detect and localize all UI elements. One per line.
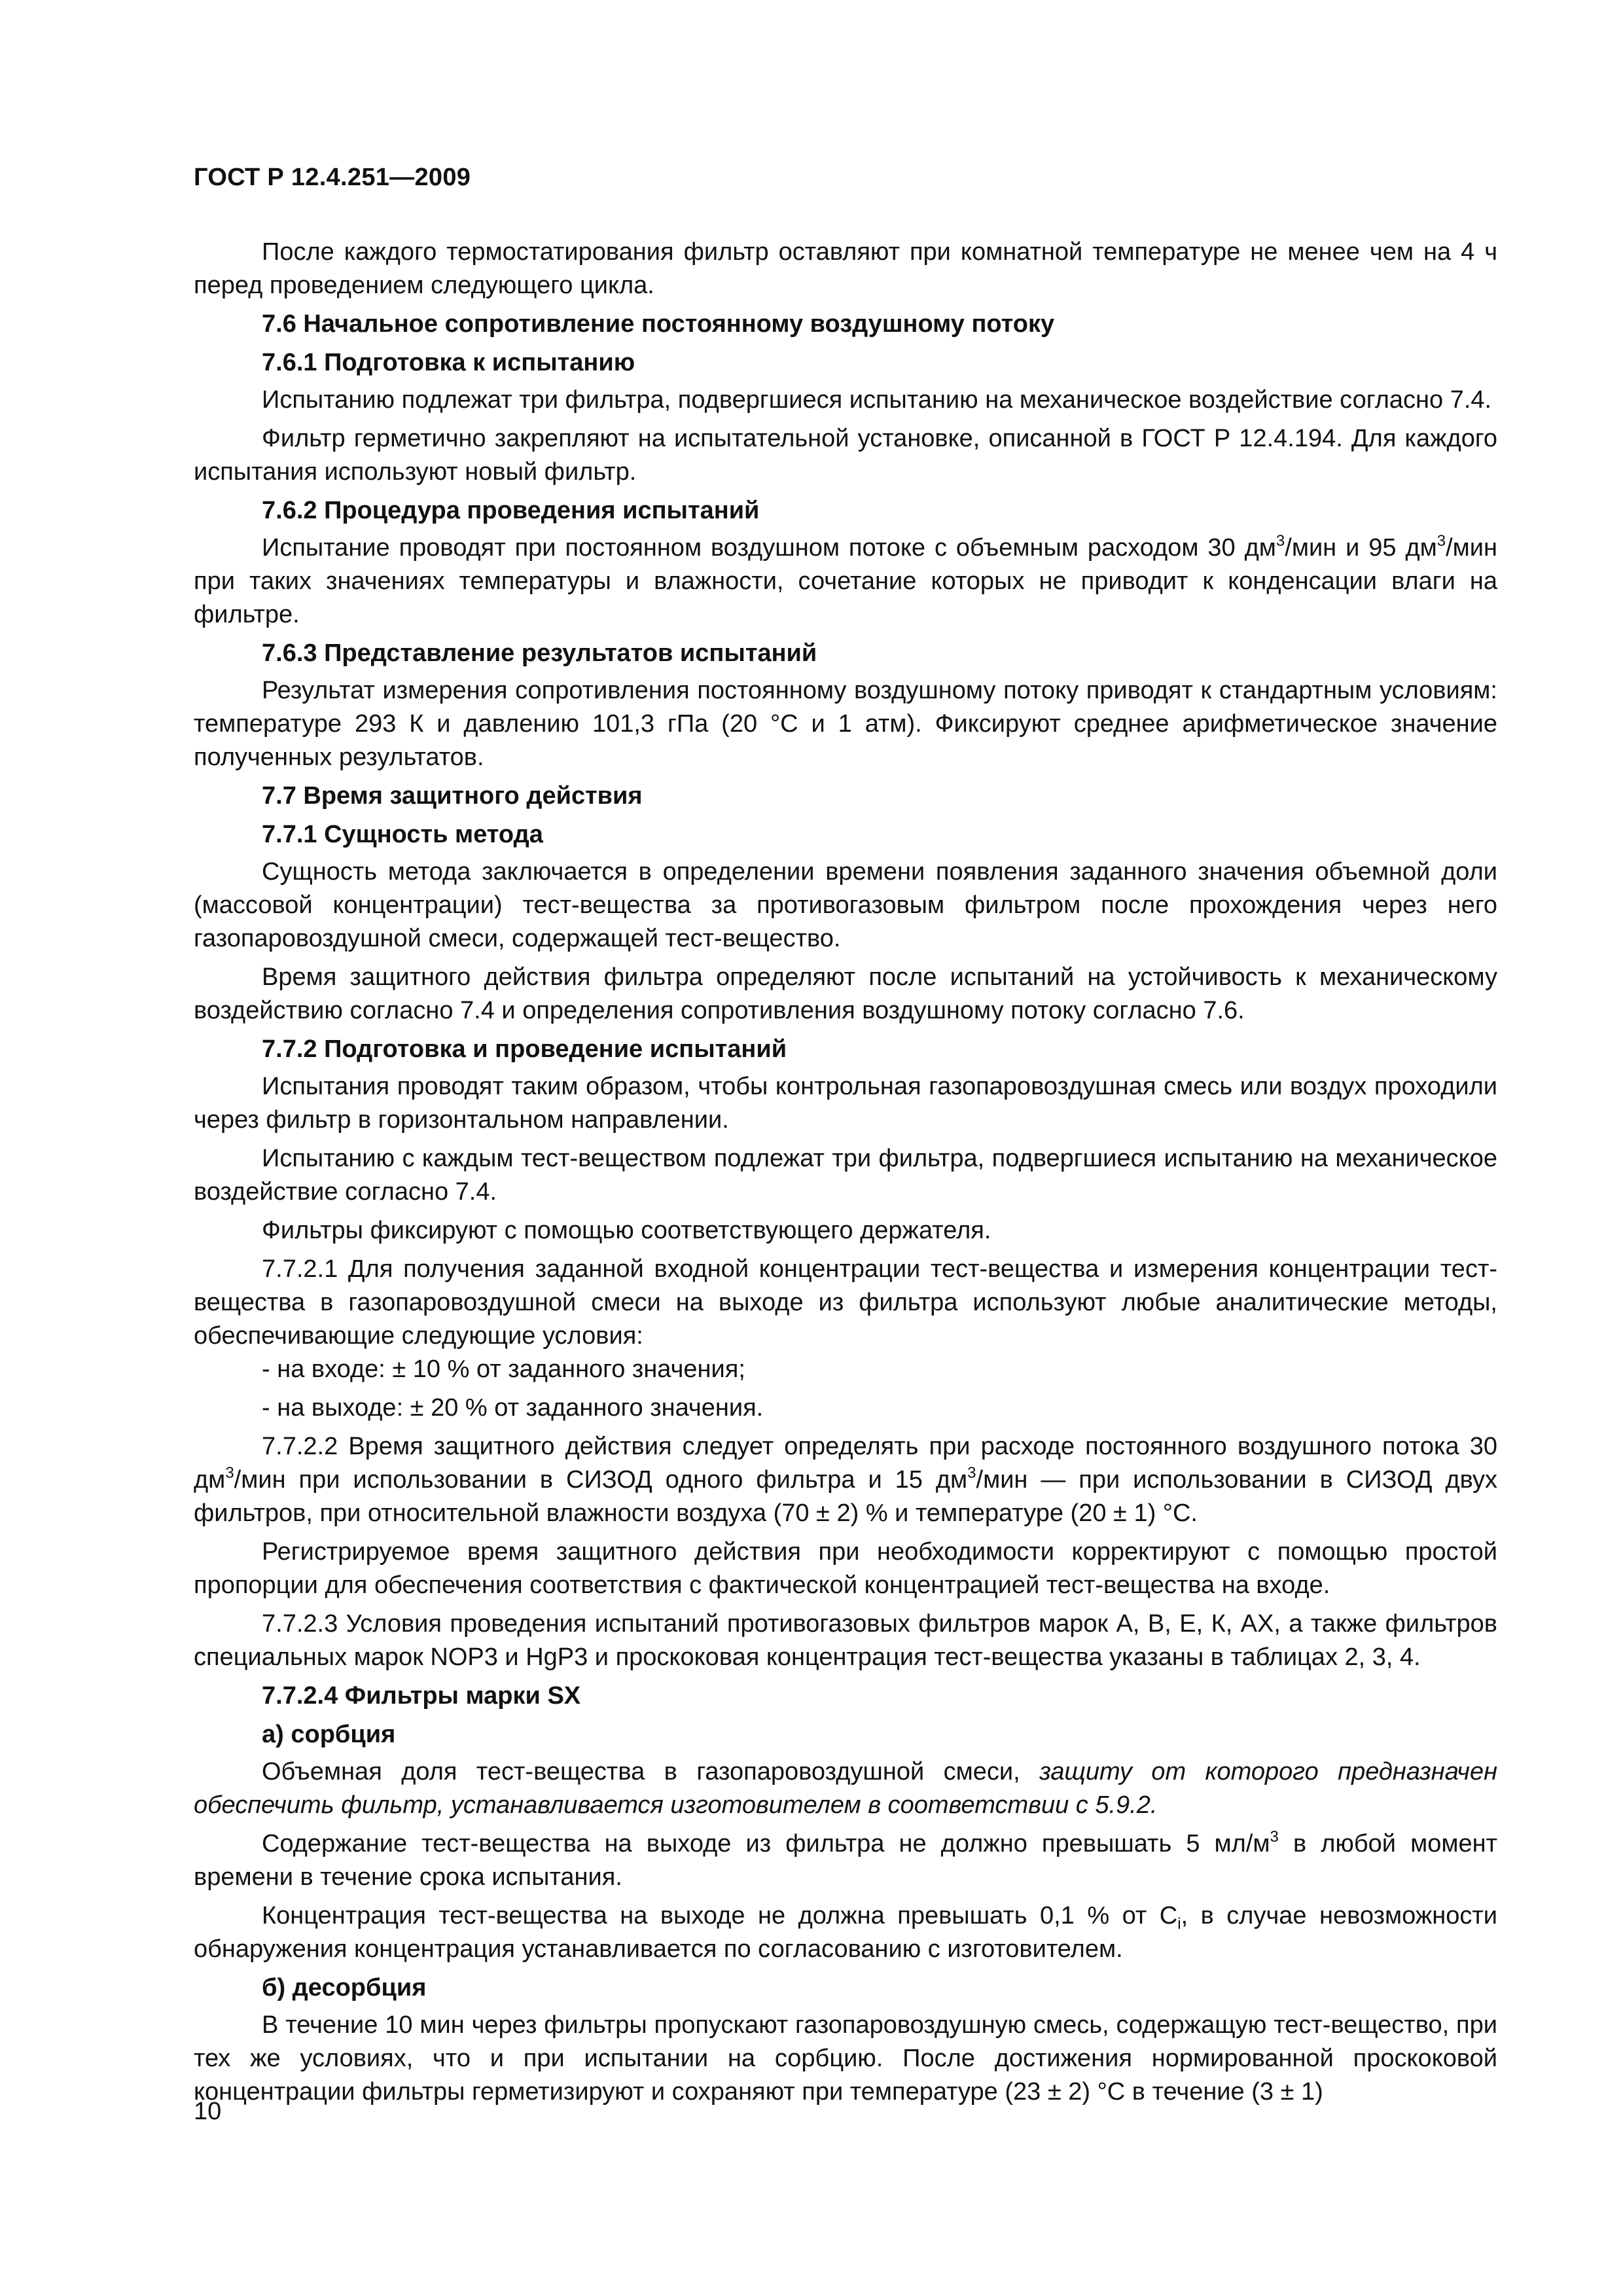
paragraph <box>194 1899 1497 1966</box>
paragraph: Фильтр герметично закрепляют на испытательной установке, описанной в ГОСТ Р 12.4.194. Для каждого испытания используют новый фильтр. <box>194 425 1497 486</box>
subscript: i <box>1177 1915 1181 1933</box>
section-heading-7-7-2-4: 7.7.2.4 Фильтры марки SX <box>262 1682 581 1710</box>
paragraph <box>194 1755 1497 1822</box>
superscript: 3 <box>1275 532 1285 550</box>
text-run: /мин и 95 дм <box>1285 534 1437 562</box>
text-run: /мин при использовании в СИЗОД одного фильтра и 15 дм <box>234 1466 968 1494</box>
section-heading-7-7: 7.7 Время защитного действия <box>262 782 643 810</box>
paragraph: Регистрируемое время защитного действия при необходимости корректируют с помощью простой пропорции для обеспечения соответствия с фактической концентрацией тест-вещества на входе. <box>194 1538 1497 1599</box>
document-header: ГОСТ Р 12.4.251—2009 <box>194 164 471 191</box>
text-run: 7.7.2.2 Время защитного действия следует определять при расходе постоянного воздушного потока 30 дм <box>194 1433 1497 1494</box>
text-run: /мин — при использовании в СИЗОД двух фильтров, при относительной влажности воздуха (70 ± 2) % и температуре (20 ± 1) °С. <box>194 1466 1497 1527</box>
paragraph: Результат измерения сопротивления постоянному воздушному потоку приводят к стандартным условиям: температуре 293 К и давлению 101,3 гПа (20 °С и 1 атм). Фиксируют среднее арифметическое значение полученных результатов. <box>194 677 1497 771</box>
page-number: 10 <box>194 2098 222 2125</box>
section-heading-7-7-2: 7.7.2 Подготовка и проведение испытаний <box>262 1035 787 1063</box>
paragraph <box>194 1827 1497 1894</box>
document-body <box>194 236 1497 2109</box>
section-heading-7-6-3: 7.6.3 Представление результатов испытаний <box>262 639 817 667</box>
paragraph: 7.7.2.1 Для получения заданной входной концентрации тест-вещества и измерения концентрации тест-вещества в газопаровоздушной смеси на выходе из фильтра используют любые аналитические методы, обеспечивающие следующие условия: <box>194 1255 1497 1350</box>
subsection-heading-desorption: б) десорбция <box>262 1974 427 2001</box>
paragraph: В течение 10 мин через фильтры пропускают газопаровоздушную смесь, содержащую тест-вещество, при тех же условиях, что и при испытании на сорбцию. После достижения нормированной проскоковой концентрации фильтры герметизируют и сохраняют при температуре (23 ± 2) °С в течение (3 ± 1) <box>194 2011 1497 2106</box>
paragraph <box>194 1430 1497 1530</box>
text-run: Концентрация тест-вещества на выходе не должна превышать 0,1 % от С <box>262 1902 1178 1929</box>
paragraph: После каждого термостатирования фильтр оставляют при комнатной температуре не менее чем на 4 ч перед проведением следующего цикла. <box>194 238 1497 299</box>
paragraph: Испытанию подлежат три фильтра, подвергшиеся испытанию на механическое воздействие согласно 7.4. <box>262 386 1492 414</box>
text-run: , в случае невозможности обнаружения концентрация устанавливается по согласованию с изготовителем. <box>194 1902 1497 1963</box>
text-run: /мин при таких значениях температуры и влажности, сочетание которых не приводит к конденсации влаги на фильтре. <box>194 534 1498 628</box>
paragraph: Сущность метода заключается в определении времени появления заданного значения объемной доли (массовой концентрации) тест-вещества за противогазовым фильтром после прохождения через него газопаровоздушной смеси, содержащей тест-вещество. <box>194 858 1497 952</box>
superscript: 3 <box>1436 532 1446 550</box>
paragraph: Испытанию с каждым тест-веществом подлежат три фильтра, подвергшиеся испытанию на механическое воздействие согласно 7.4. <box>194 1145 1497 1206</box>
text-run: Испытание проводят при постоянном воздушном потоке с объемным расходом 30 дм <box>262 534 1276 562</box>
text-run: Содержание тест-вещества на выходе из фильтра не должно превышать 5 мл/м <box>262 1830 1270 1857</box>
italic-text-run: защиту от которого предназначен обеспечить фильтр, устанавливается изготовителем в соответствии с 5.9.2. <box>194 1758 1497 1819</box>
section-heading-7-6-1: 7.6.1 Подготовка к испытанию <box>262 349 635 376</box>
superscript: 3 <box>967 1464 976 1482</box>
text-run: в любой момент времени в течение срока испытания. <box>194 1830 1497 1891</box>
paragraph: 7.7.2.3 Условия проведения испытаний противогазовых фильтров марок А, В, Е, К, АХ, а также фильтров специальных марок NОР3 и НgР3 и проскоковая концентрация тест-вещества указаны в таблицах 2, 3, 4. <box>194 1610 1497 1671</box>
subsection-heading-sorption: а) сорбция <box>262 1721 396 1748</box>
superscript: 3 <box>1270 1828 1279 1846</box>
section-heading-7-6-2: 7.6.2 Процедура проведения испытаний <box>262 497 760 524</box>
paragraph: Испытания проводят таким образом, чтобы контрольная газопаровоздушная смесь или воздух проходили через фильтр в горизонтальном направлении. <box>194 1073 1497 1134</box>
paragraph <box>194 531 1497 632</box>
superscript: 3 <box>225 1464 234 1482</box>
section-heading-7-6: 7.6 Начальное сопротивление постоянному воздушному потоку <box>262 310 1055 338</box>
list-item: - на входе: ± 10 % от заданного значения; <box>262 1355 745 1383</box>
section-heading-7-7-1: 7.7.1 Сущность метода <box>262 821 543 848</box>
paragraph: Время защитного действия фильтра определяют после испытаний на устойчивость к механическому воздействию согласно 7.4 и определения сопротивления воздушному потоку согласно 7.6. <box>194 963 1497 1024</box>
paragraph: Фильтры фиксируют с помощью соответствующего держателя. <box>262 1217 991 1244</box>
list-item: - на выходе: ± 20 % от заданного значения. <box>262 1394 764 1422</box>
text-run: Объемная доля тест-вещества в газопаровоздушной смеси, <box>262 1758 1040 1785</box>
